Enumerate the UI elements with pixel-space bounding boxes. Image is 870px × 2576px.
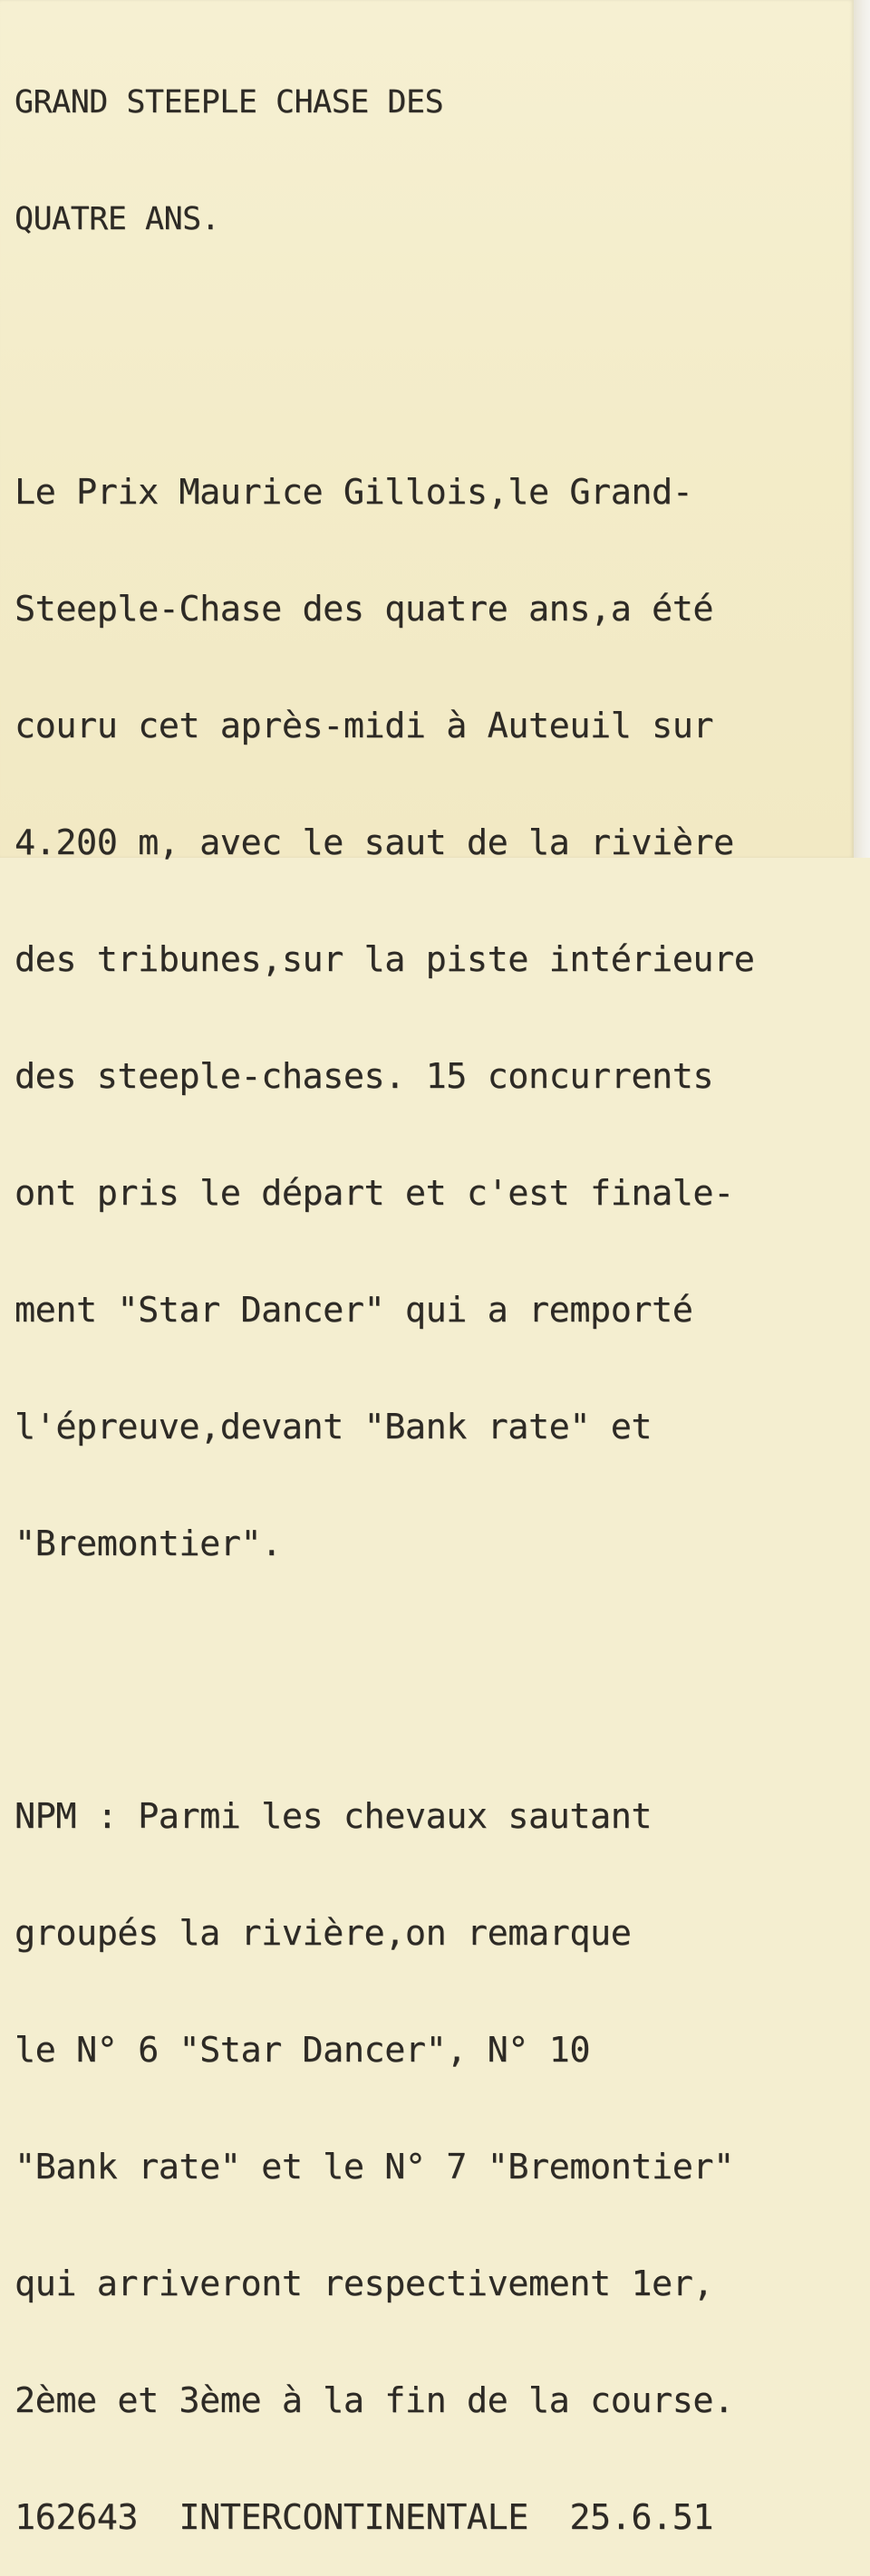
paragraph1-line-8: ment "Star Dancer" qui a remporté (14, 1290, 693, 1331)
paragraph1-line-10: "Bremontier". (14, 1523, 282, 1564)
title-line-2: QUATRE ANS. (14, 201, 220, 237)
paragraph2-line-2: groupés la rivière,on remarque (14, 1913, 632, 1954)
blank-line (14, 317, 857, 356)
typewritten-caption (14, 5, 857, 2576)
paragraph1-line-4: 4.200 m, avec le saut de la rivière (14, 822, 734, 863)
paragraph1-line-3: couru cet après-midi à Auteuil sur (14, 706, 714, 746)
paragraph2-line-1: NPM : Parmi les chevaux sautant (14, 1796, 652, 1837)
paragraph2-line-5: qui arriveront respectivement 1er, (14, 2264, 714, 2304)
paragraph2-line-3: le N° 6 "Star Dancer", N° 10 (14, 2030, 591, 2071)
paragraph2-line-6: 2ème et 3ème à la fin de la course. (14, 2380, 734, 2421)
paragraph1-line-6: des steeple-chases. 15 concurrents (14, 1056, 714, 1097)
paragraph1-line-2: Steeple-Chase des quatre ans,a été (14, 589, 714, 630)
paragraph1-line-9: l'épreuve,devant "Bank rate" et (14, 1407, 652, 1447)
blank-line (14, 1641, 857, 1680)
paragraph1-line-5: des tribunes,sur la piste intérieure (14, 939, 755, 980)
paragraph1-line-1: Le Prix Maurice Gillois,le Grand- (14, 472, 693, 513)
footer-line: 162643 INTERCONTINENTALE 25.6.51 (14, 2497, 714, 2538)
paragraph1-line-7: ont pris le départ et c'est finale- (14, 1173, 734, 1214)
title-line-1: GRAND STEEPLE CHASE DES (14, 84, 444, 120)
paragraph2-line-4: "Bank rate" et le N° 7 "Bremontier" (14, 2147, 734, 2187)
